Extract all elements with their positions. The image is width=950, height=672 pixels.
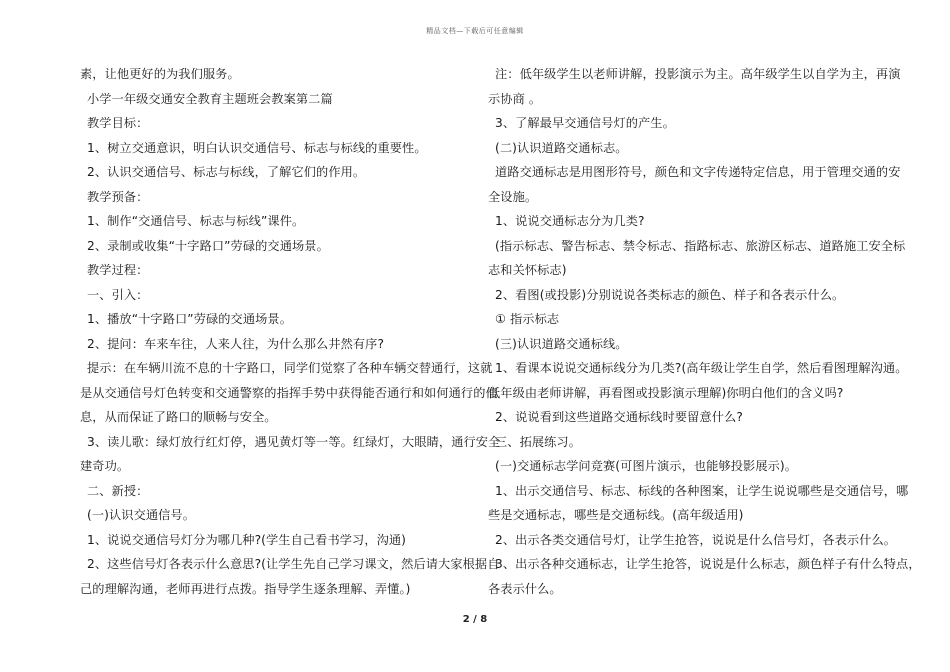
text-line: 1、树立交通意识，明白认识交通信号、标志与标线的重要性。 — [87, 140, 427, 155]
text-line: 3、出示各种交通标志，让学生抢答，说说是什么标志，颜色样子有什么特点， — [495, 557, 921, 571]
text-line: 各表示什么。 — [488, 581, 562, 596]
text-line: 示协商 。 — [488, 91, 542, 106]
text-line: 1、出示交通信号、标志、标线的各种图案，让学生说说哪些是交通信号，哪 — [495, 483, 909, 498]
text-line: 2、认识交通信号、标志与标线，了解它们的作用。 — [87, 165, 366, 179]
text-line: 三、拓展练习。 — [495, 434, 582, 449]
text-line: 些是交通标志，哪些是交通标线。(高年级适用) — [488, 508, 744, 522]
text-line: 道路交通标志是用图形符号，颜色和文字传递特定信息，用于管理交通的安 — [495, 165, 901, 179]
text-line: 1、看课本说说交通标线分为几类?(高年级让学生自学，然后看图理解沟通。 — [495, 361, 908, 375]
text-line: 提示：在车辆川流不息的十字路口，同学们觉察了各种车辆交替通行，这就 — [87, 361, 493, 375]
text-line: ① 指示标志 — [495, 312, 560, 326]
text-line: 注：低年级学生以老师讲解，投影演示为主。高年级学生以自学为主，再演 — [495, 67, 901, 81]
text-line: 教学预备： — [87, 189, 149, 204]
text-line: 1、说说交通信号灯分为哪几种?(学生自己看书学习，沟通) — [87, 532, 407, 547]
text-line: 低年级由老师讲解，再看图或投影演示理解)你明白他们的含义吗? — [488, 385, 844, 400]
text-line: 息，从而保证了路口的顺畅与安全。 — [80, 410, 277, 424]
text-line: 一、引入： — [87, 287, 149, 302]
text-line: 3、读儿歌：绿灯放行红灯停，遇见黄灯等一等。红绿灯，大眼睛，通行安全 — [87, 434, 501, 449]
text-line: 素，让他更好的为我们服务。 — [80, 67, 240, 81]
text-line: 教学过程： — [87, 263, 149, 277]
text-line: 己的理解沟通，老师再进行点拨。指导学生逐条理解、弄懂。) — [80, 581, 411, 596]
text-line: 2、这些信号灯各表示什么意思?(让学生先自己学习课文，然后请大家根据自 — [87, 557, 500, 571]
left-column — [80, 62, 501, 601]
text-line: 2、录制或收集“十字路口”劳碌的交通场景。 — [87, 238, 329, 253]
text-line: 小学一年级交通安全教育主题班会教案第二篇 — [87, 91, 333, 106]
page-header: 精品文档—下载后可任意编辑 — [426, 27, 524, 35]
page-number: 2 / 8 — [462, 614, 488, 625]
right-column — [488, 62, 921, 601]
text-line: (三)认识道路交通标线。 — [495, 336, 628, 351]
text-line: 2、出示各类交通信号灯，让学生抢答，说说是什么信号灯，各表示什么。 — [495, 532, 897, 547]
text-line: (一)交通标志学问竞赛(可图片演示，也能够投影展示)。 — [495, 459, 798, 473]
text-line: (二)认识道路交通标志。 — [495, 140, 628, 155]
text-line: (一)认识交通信号。 — [87, 508, 196, 522]
text-line: 2、看图(或投影)分别说说各类标志的颜色、样子和各表示什么。 — [495, 287, 845, 302]
text-line: 1、说说交通标志分为几类? — [495, 214, 645, 228]
text-line: 2、说说看到这些道路交通标线时要留意什么? — [495, 410, 743, 424]
text-line: 建奇功。 — [80, 459, 130, 473]
text-line: 教学目标： — [87, 116, 149, 130]
text-line: 3、了解最早交通信号灯的产生。 — [495, 116, 675, 130]
text-line: 是从交通信号灯色转变和交通警察的指挥手势中获得能否通行和如何通行的信 — [80, 385, 498, 400]
text-line: 二、新授： — [87, 483, 149, 498]
text-line: (指示标志、警告标志、禁令标志、指路标志、旅游区标志、道路施工安全标 — [495, 238, 906, 253]
text-line: 1、制作“交通信号、标志与标线”课件。 — [87, 214, 305, 228]
text-line: 全设施。 — [488, 189, 538, 204]
text-line: 志和关怀标志) — [488, 263, 567, 277]
text-line: 1、播放“十字路口”劳碌的交通场景。 — [87, 312, 292, 326]
text-line: 2、提问：车来车往，人来人往，为什么那么井然有序? — [87, 336, 385, 351]
